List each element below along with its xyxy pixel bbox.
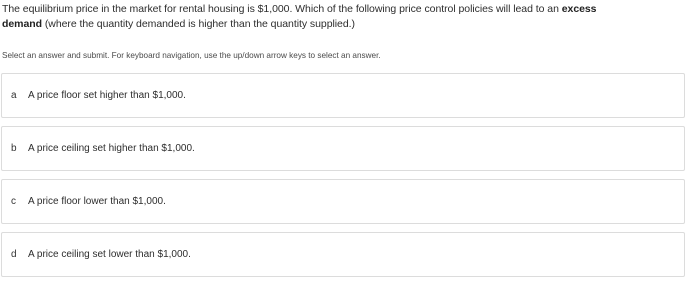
answer-option-a[interactable]: [1, 73, 685, 118]
option-letter: b: [11, 143, 17, 154]
option-text: A price ceiling set higher than $1,000.: [28, 143, 195, 154]
question-text: [2, 2, 686, 32]
option-letter: a: [11, 90, 17, 101]
option-text: A price ceiling set lower than $1,000.: [28, 249, 191, 260]
question-text-part: (where the quantity demanded is higher than the quantity supplied.): [41, 18, 355, 30]
question-emphasis: demand: [2, 18, 42, 30]
question-emphasis: excess: [561, 3, 597, 15]
option-text: A price floor lower than $1,000.: [28, 196, 166, 207]
instructions: Select an answer and submit. For keyboard navigation, use the up/down arrow keys to select an answer.: [2, 51, 381, 60]
answer-option-c[interactable]: [1, 179, 685, 224]
answer-option-b[interactable]: [1, 126, 685, 171]
answer-option-d[interactable]: [1, 232, 685, 277]
option-text: A price floor set higher than $1,000.: [28, 90, 186, 101]
question-text-part: The equilibrium price in the market for rental housing is $1,000. Which of the following price control policies will lead to an: [2, 3, 562, 15]
option-letter: c: [11, 196, 16, 207]
answer-options: [1, 73, 685, 285]
option-letter: d: [11, 249, 17, 260]
